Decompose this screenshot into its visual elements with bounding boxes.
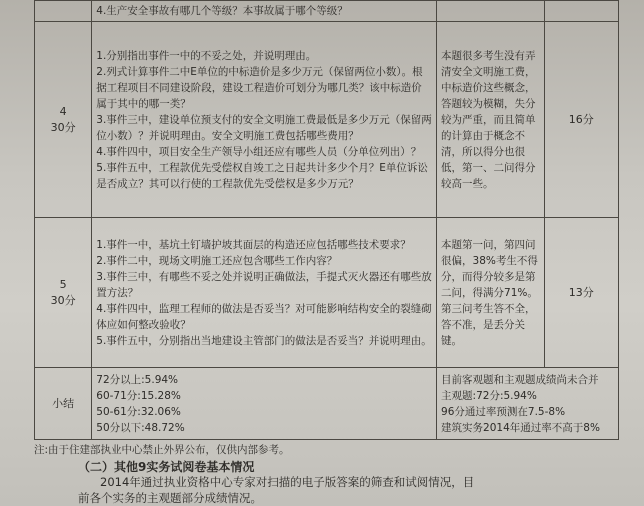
footnote: 注:由于住建部执业中心禁止外界公布，仅供内部参考。 <box>34 444 290 456</box>
group-points: 30分 <box>50 120 76 134</box>
score-table-container <box>34 0 619 440</box>
question-item: 2.事件二中，现场文明施工还应包含哪些工作内容？ <box>96 254 338 267</box>
summary-item: 72分以上:5.94% <box>96 373 179 386</box>
summary-label: 小结 <box>35 368 92 440</box>
summary-score-list <box>92 368 437 440</box>
question-cell <box>92 22 437 218</box>
comment-cell: 本题很多考生没有弄清安全文明施工费，中标造价这些概念，答题较为模糊，失分较为严重，而且简单的计算由于概念不清，所以得分也很低，第一、二问得分较高一些。 <box>437 22 545 218</box>
question-item: 5.事件五中，分别指出当地建设主管部门的做法是否妥当？并说明理由。 <box>96 334 432 347</box>
score-cell: 13分 <box>544 218 618 368</box>
group-cell <box>35 218 92 368</box>
paragraph-line: 前各个实务的主观题部分成绩情况。 <box>78 491 262 505</box>
group-number: 5 <box>59 277 67 291</box>
summary-note-line: 主观题:72分:5.94% <box>441 389 537 402</box>
summary-row <box>35 368 619 440</box>
table-row <box>35 22 619 218</box>
question-item: 2.列式计算事件二中E单位的中标造价是多少万元（保留两位小数）。根据工程项目不同建设阶段，建设工程造价可划分为哪几类？该中标造价属于其中的哪一类？ <box>96 65 423 110</box>
score-cell: 16分 <box>544 22 618 218</box>
comment-cell: 本题第一问，第四问很偏，38%考生不得分，而得分较多是第二问，得满分71%。第三问考生答不全，答不准，是丢分关键。 <box>437 218 545 368</box>
question-item: 3.事件三中，建设单位预支付的安全文明施工费最低是多少万元（保留两位小数）？并说明理由。安全文明施工费包括哪些费用？ <box>96 113 432 142</box>
summary-item: 50-61分:32.06% <box>96 405 181 418</box>
question-item: 1.分别指出事件一中的不妥之处，并说明理由。 <box>96 49 317 62</box>
question-cell <box>92 218 437 368</box>
question-item: 4.生产安全事故有哪几个等级？本事故属于哪个等级？ <box>96 5 348 17</box>
question-item: 4.事件四中，项目安全生产领导小组还应有哪些人员（分单位列出）？ <box>96 145 422 158</box>
section-title: （二）其他9实务试阅卷基本情况 <box>78 460 255 474</box>
paragraph-line: 2014年通过执业资格中心专家对扫描的电子版答案的筛查和试阅情况，目 <box>100 475 475 489</box>
comment-cell <box>437 1 545 22</box>
group-cell <box>35 1 92 22</box>
question-item: 4.事件四中，监理工程师的做法是否妥当？对可能影响结构安全的裂缝砌体应如何整改验收？ <box>96 302 432 331</box>
summary-item: 60-71分:15.28% <box>96 389 181 402</box>
score-cell <box>544 1 618 22</box>
table-row <box>35 218 619 368</box>
summary-note <box>437 368 619 440</box>
group-cell <box>35 22 92 218</box>
summary-item: 50分以下:48.72% <box>96 421 185 434</box>
question-cell <box>92 1 437 22</box>
group-points: 30分 <box>50 293 76 307</box>
group-number: 4 <box>59 104 67 118</box>
score-table <box>34 0 619 440</box>
summary-note-line: 96分通过率预测在7.5-8% <box>441 405 566 418</box>
summary-note-line: 建筑实务2014年通过率不高于8% <box>441 421 600 434</box>
summary-note-line: 目前客观题和主观题成绩尚未合并 <box>441 373 599 386</box>
table-row <box>35 1 619 22</box>
question-item: 1.事件一中，基坑土钉墙护坡其面层的构造还应包括哪些技术要求？ <box>96 238 411 251</box>
question-item: 5.事件五中，工程款优先受偿权自竣工之日起共计多少个月？E单位诉讼是否成立？其可以行使的工程款优先受偿权是多少万元？ <box>96 161 428 190</box>
question-item: 3.事件三中，有哪些不妥之处并说明正确做法，手提式灭火器还有哪些放置方法？ <box>96 270 432 299</box>
